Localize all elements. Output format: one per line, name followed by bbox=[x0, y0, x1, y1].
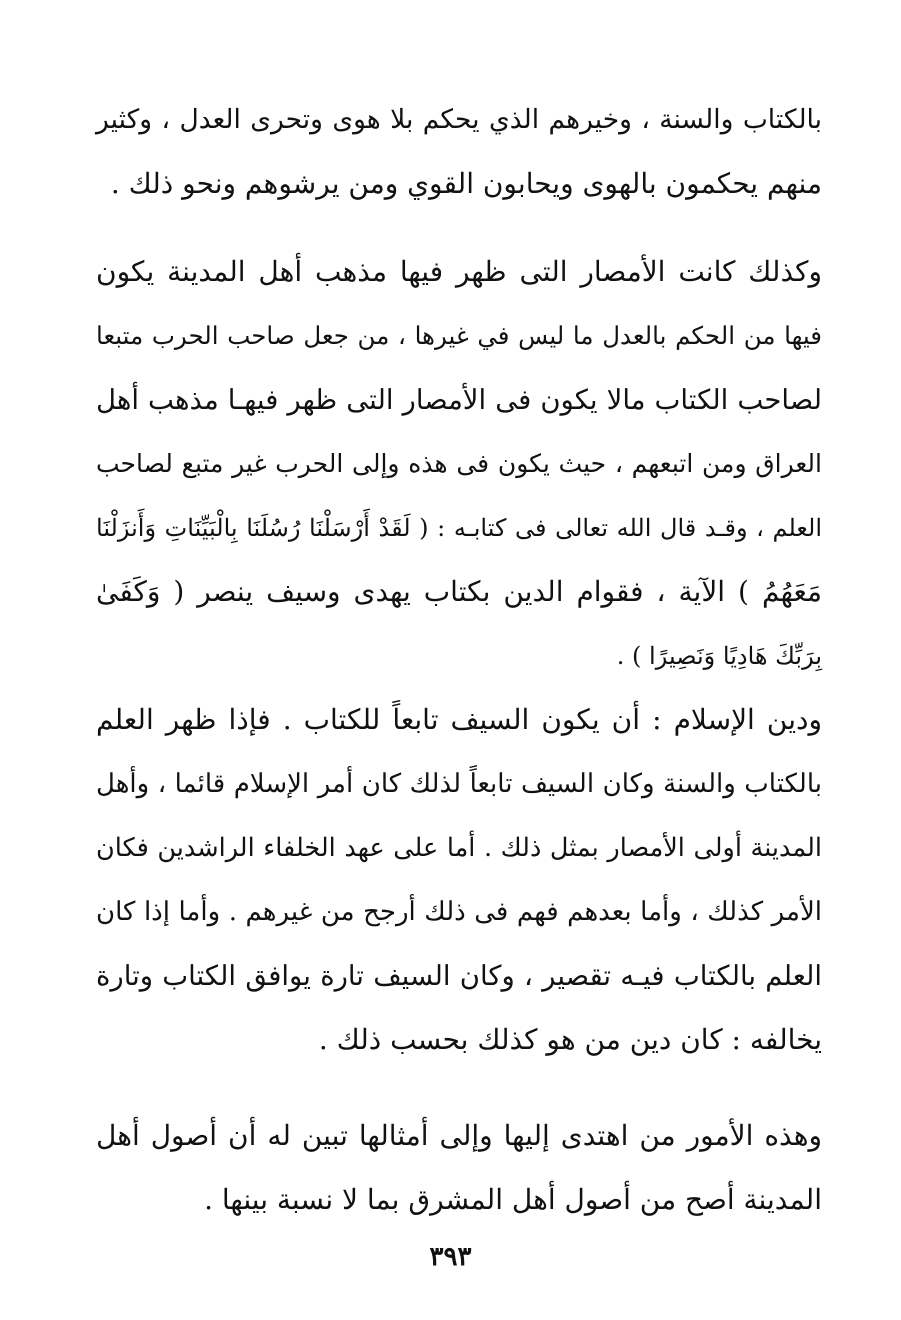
quran-verse-line: بِرَبِّكَ هَادِيًا وَنَصِيرًا ) . bbox=[616, 642, 822, 670]
text-line: المدينة أصح من أصول أهل المشرق بما لا نسبة بينها . bbox=[204, 1183, 822, 1216]
text-line: يخالفه : كان دين من هو كذلك بحسب ذلك . bbox=[318, 1023, 822, 1056]
page-number: ٣٩٣ bbox=[429, 1242, 472, 1272]
text-line: بالكتاب والسنة وكان السيف تابعاً لذلك كان أمر الإسلام قائما ، وأهل bbox=[96, 769, 822, 799]
text-line: بالكتاب والسنة ، وخيرهم الذي يحكم بلا هوى وتحرى العدل ، وكثير bbox=[96, 104, 822, 135]
text-line: وهذه الأمور من اهتدى إليها وإلى أمثالها تبين له أن أصول أهل bbox=[96, 1119, 822, 1152]
text-line: منهم يحكمون بالهوى ويحابون القوي ومن يرشوهم ونحو ذلك . bbox=[110, 167, 822, 200]
paragraph-2 bbox=[96, 240, 822, 688]
paragraph-3 bbox=[96, 688, 822, 1072]
text-line: ودين الإسلام : أن يكون السيف تابعاً للكتاب . فإذا ظهر العلم bbox=[96, 703, 822, 736]
text-line: المدينة أولى الأمصار بمثل ذلك . أما على عهد الخلفاء الراشدين فكان bbox=[96, 833, 822, 863]
paragraph-1 bbox=[96, 88, 822, 216]
text-line: وكذلك كانت الأمصار التى ظهر فيها مذهب أهل المدينة يكون bbox=[96, 255, 822, 288]
text-line: العراق ومن اتبعهم ، حيث يكون فى هذه وإلى الحرب غير متبع لصاحب bbox=[96, 449, 822, 478]
text-line: لصاحب الكتاب مالا يكون فى الأمصار التى ظهر فيهـا مذهب أهل bbox=[96, 384, 822, 416]
quran-verse-line: العلم ، وقـد قال الله تعالى فى كتابـه : ( لَقَدْ أَرْسَلْنَا رُسُلَنَا بِالْبَيِّنَاتِ وَأَنزَلْنَا bbox=[96, 514, 822, 542]
text-line: مَعَهُمُ ) الآية ، فقوام الدين بكتاب يهدى وسيف ينصر ( وَكَفَىٰ bbox=[96, 575, 822, 608]
text-line: العلم بالكتاب فيـه تقصير ، وكان السيف تارة يوافق الكتاب وتارة bbox=[96, 960, 822, 992]
text-line: فيها من الحكم بالعدل ما ليس في غيرها ، من جعل صاحب الحرب متبعا bbox=[96, 321, 822, 350]
text-line: الأمر كذلك ، وأما بعدهم فهم فى ذلك أرجح من غيرهم . وأما إذا كان bbox=[96, 897, 822, 927]
paragraph-4 bbox=[96, 1104, 822, 1232]
